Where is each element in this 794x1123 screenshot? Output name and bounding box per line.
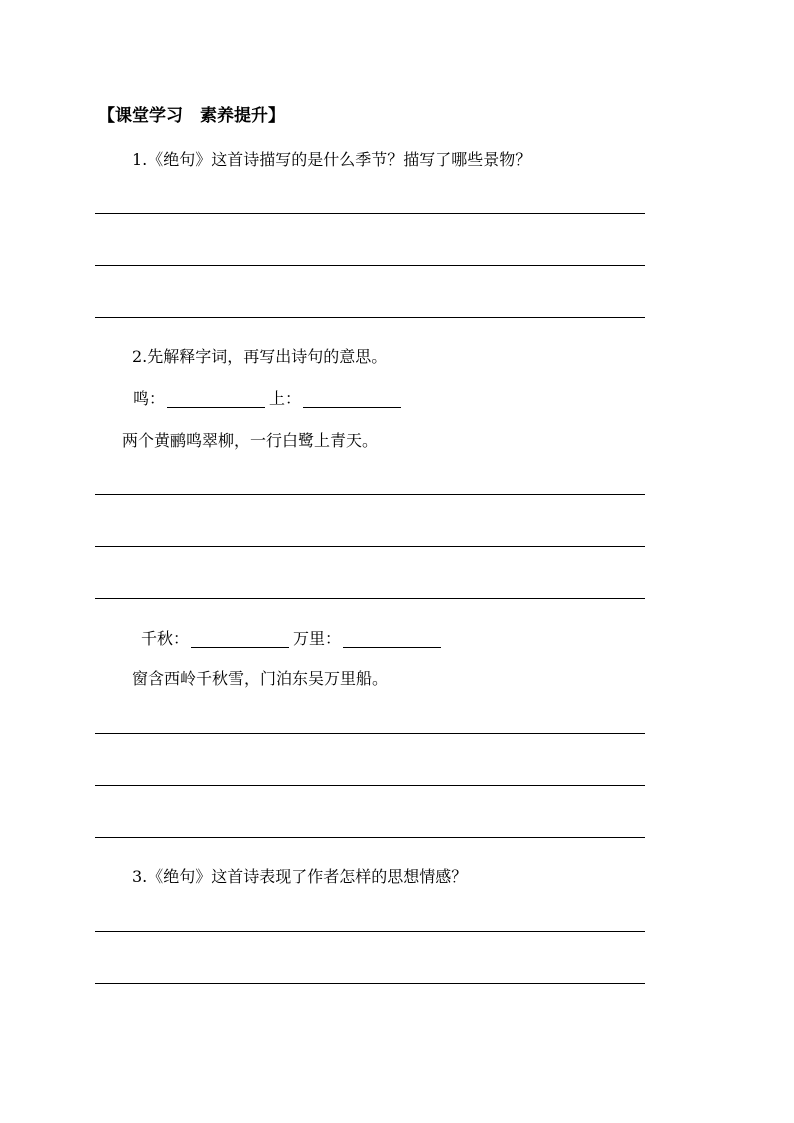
answer-line[interactable] [95,733,645,734]
answer-line[interactable] [95,213,645,214]
answer-line[interactable] [95,931,645,932]
answer-line[interactable] [95,837,645,838]
question-3: 3.《绝句》这首诗表现了作者怎样的思想情感？ [132,867,468,886]
answer-line[interactable] [95,983,645,984]
word-definition-row [141,629,445,649]
word-blank[interactable] [191,631,289,648]
word-label: 鸣： [133,389,166,408]
answer-line[interactable] [95,317,645,318]
question-2: 2.先解释字词，再写出诗句的意思。 [132,347,388,366]
answer-line[interactable] [95,598,645,599]
word-definition-row [133,389,405,409]
poem-line: 窗含西岭千秋雪，门泊东吴万里船。 [132,669,389,688]
answer-line[interactable] [95,546,645,547]
word-blank[interactable] [167,391,265,408]
word-label: 万里： [293,629,342,648]
word-blank[interactable] [303,391,401,408]
word-label: 上： [269,389,302,408]
question-1: 1.《绝句》这首诗描写的是什么季节？描写了哪些景物？ [132,150,532,169]
answer-line[interactable] [95,494,645,495]
answer-line[interactable] [95,265,645,266]
word-label: 千秋： [141,629,190,648]
poem-line: 两个黄鹂鸣翠柳，一行白鹭上青天。 [122,431,379,450]
section-header: 【课堂学习 素养提升】 [98,106,285,126]
word-blank[interactable] [343,631,441,648]
answer-line[interactable] [95,785,645,786]
